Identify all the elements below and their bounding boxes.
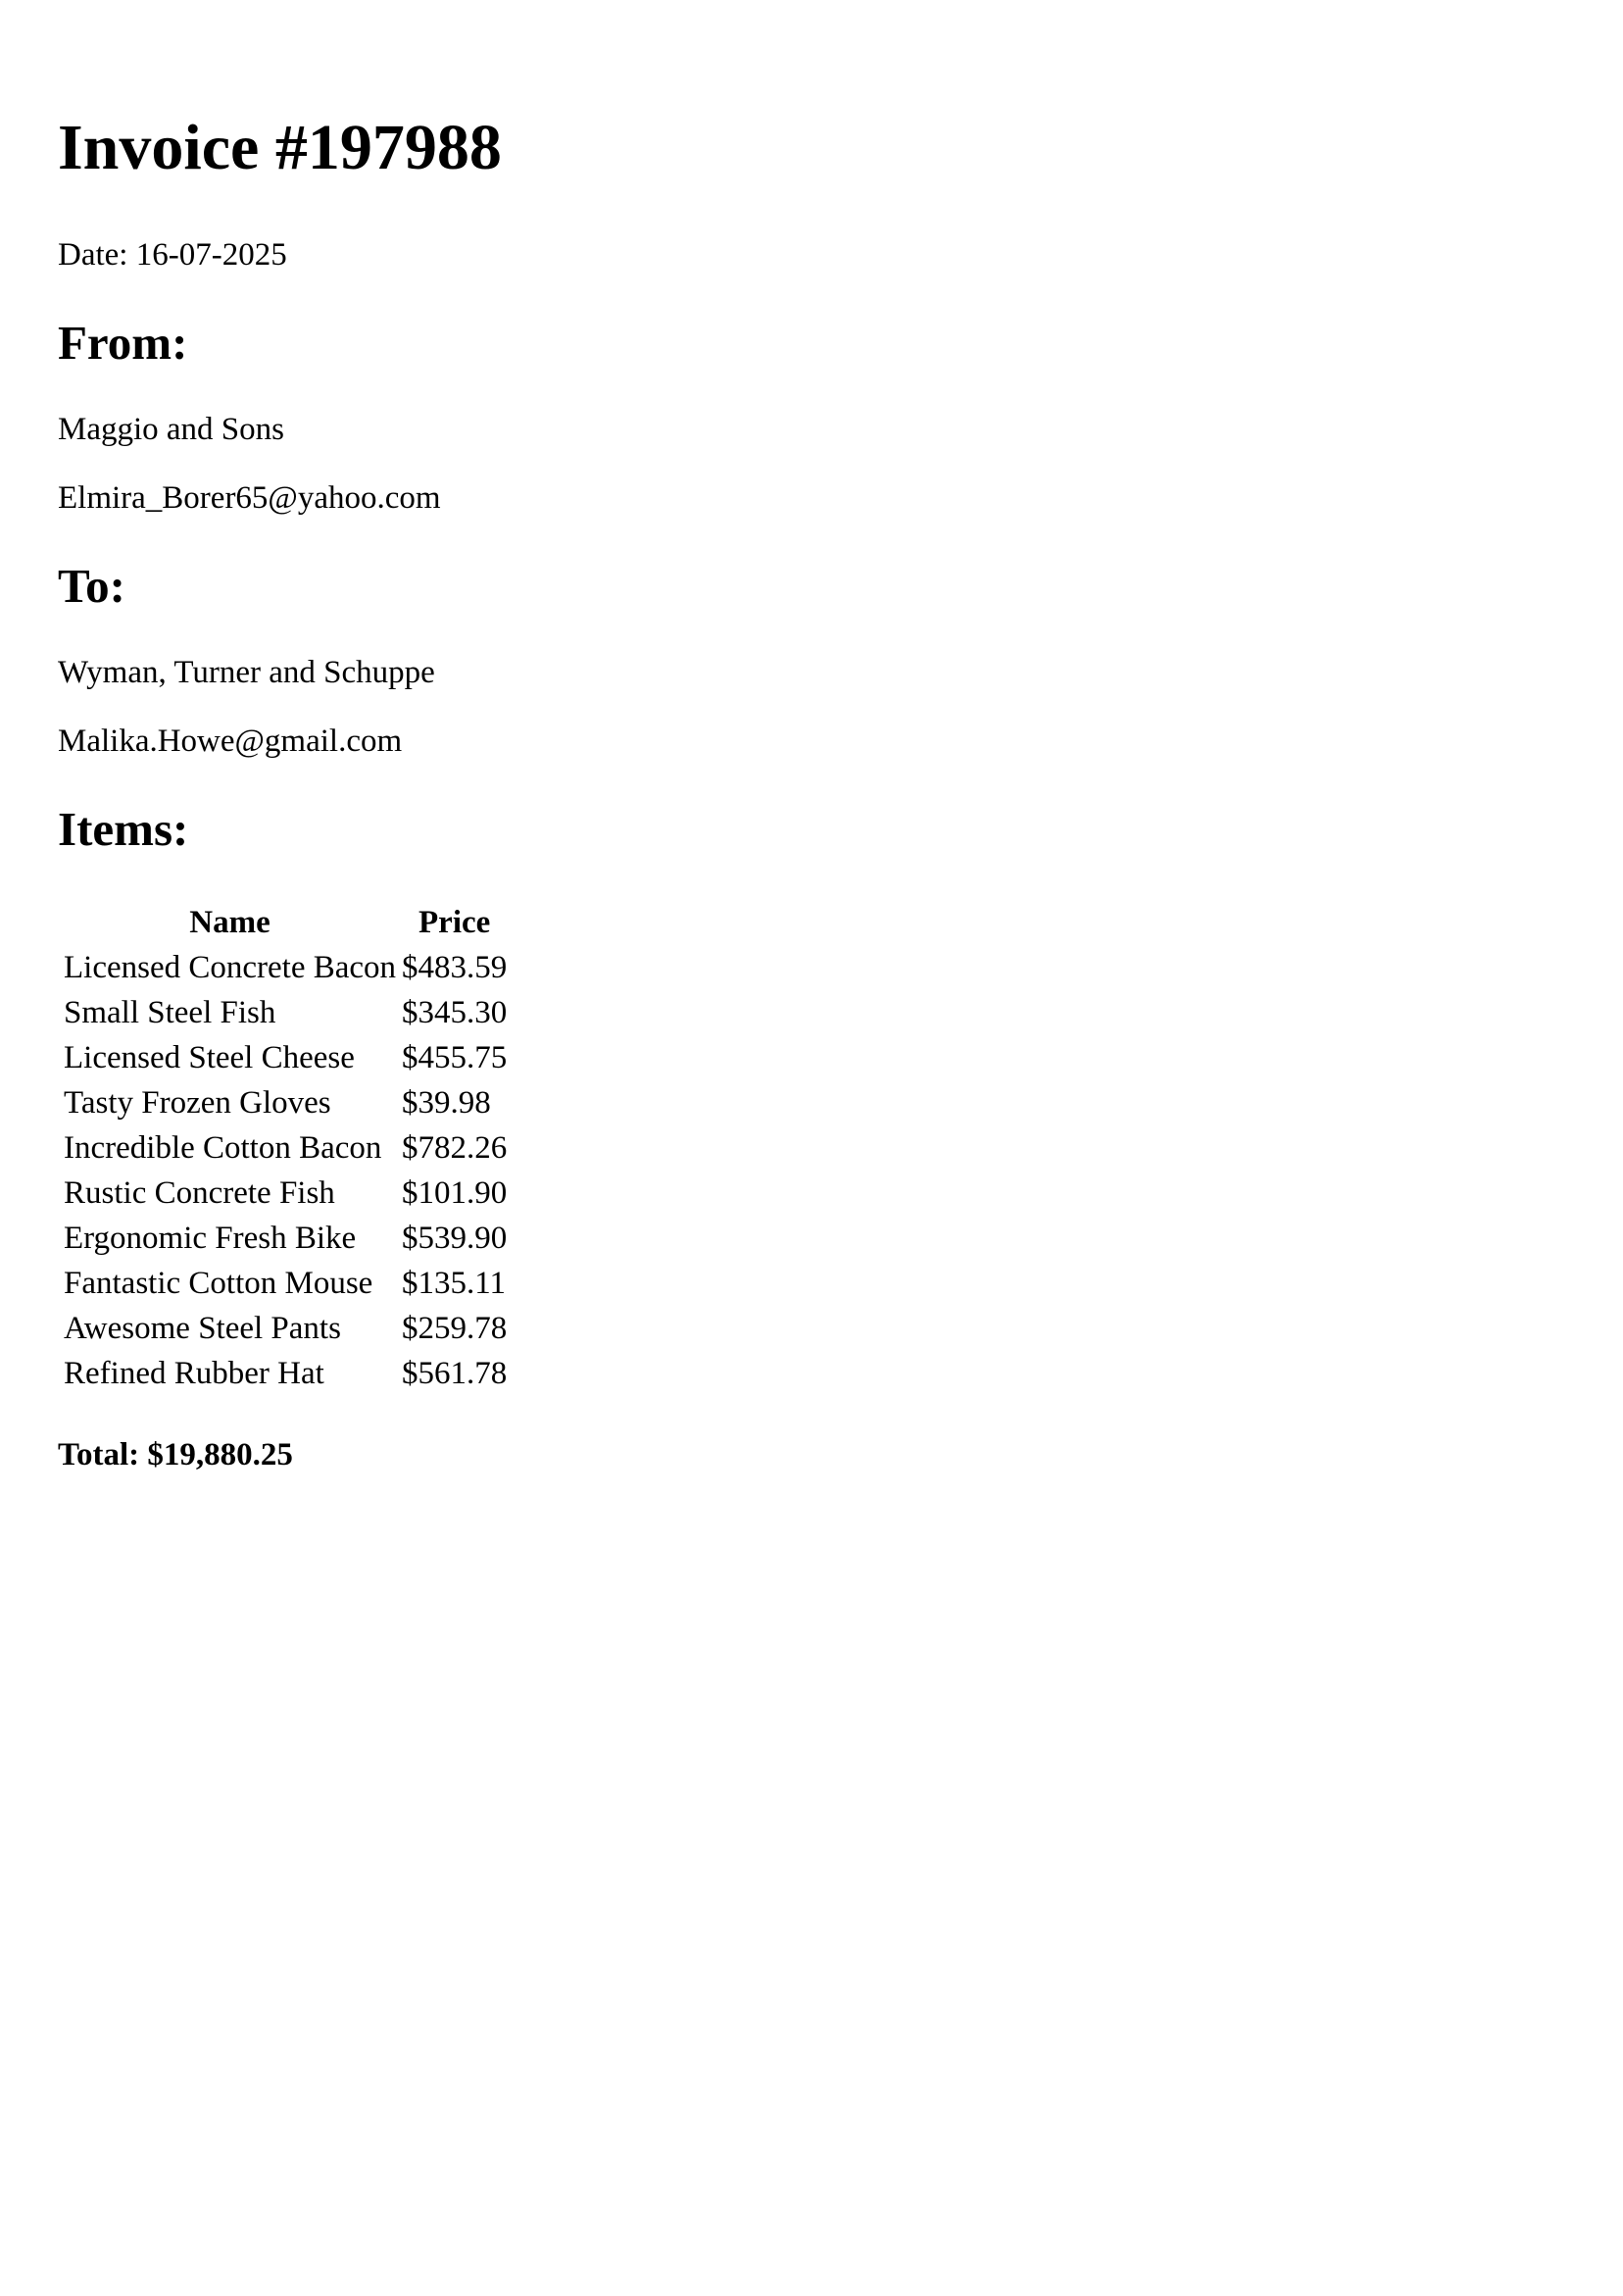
item-price: $539.90 <box>402 1221 508 1256</box>
item-name: Licensed Concrete Bacon <box>64 950 397 985</box>
to-name: Wyman, Turner and Schuppe <box>58 655 435 690</box>
item-price: $455.75 <box>402 1040 508 1075</box>
column-header-price: Price <box>418 905 491 940</box>
item-price: $101.90 <box>402 1175 508 1211</box>
table-row <box>64 1080 507 1125</box>
item-price: $259.78 <box>402 1311 508 1346</box>
item-name: Incredible Cotton Bacon <box>64 1130 382 1166</box>
table-row <box>64 1171 507 1216</box>
table-row <box>64 990 507 1035</box>
item-price: $782.26 <box>402 1130 508 1166</box>
item-name: Fantastic Cotton Mouse <box>64 1266 373 1301</box>
item-price: $561.78 <box>402 1356 508 1391</box>
item-name: Licensed Steel Cheese <box>64 1040 355 1075</box>
invoice-total: Total: $19,880.25 <box>58 1437 293 1472</box>
table-row <box>64 1125 507 1171</box>
item-name: Awesome Steel Pants <box>64 1311 341 1346</box>
item-name: Small Steel Fish <box>64 995 276 1030</box>
invoice-date: Date: 16-07-2025 <box>58 237 287 273</box>
table-row <box>64 1351 507 1396</box>
table-row <box>64 945 507 990</box>
table-header-row <box>64 900 507 945</box>
items-heading: Items: <box>58 802 189 856</box>
from-heading: From: <box>58 316 188 370</box>
table-row <box>64 1216 507 1261</box>
from-name: Maggio and Sons <box>58 412 284 447</box>
to-email: Malika.Howe@gmail.com <box>58 724 403 759</box>
item-name: Rustic Concrete Fish <box>64 1175 335 1211</box>
item-price: $345.30 <box>402 995 508 1030</box>
item-price: $135.11 <box>402 1266 507 1301</box>
column-header-name: Name <box>189 905 270 940</box>
table-row <box>64 1261 507 1306</box>
item-name: Refined Rubber Hat <box>64 1356 324 1391</box>
item-name: Ergonomic Fresh Bike <box>64 1221 357 1256</box>
table-row <box>64 1035 507 1080</box>
to-heading: To: <box>58 559 126 613</box>
invoice-title: Invoice #197988 <box>58 112 502 183</box>
item-price: $39.98 <box>402 1085 491 1121</box>
item-price: $483.59 <box>402 950 508 985</box>
items-table <box>58 900 513 1396</box>
table-row <box>64 1306 507 1351</box>
from-email: Elmira_Borer65@yahoo.com <box>58 480 441 516</box>
item-name: Tasty Frozen Gloves <box>64 1085 331 1121</box>
